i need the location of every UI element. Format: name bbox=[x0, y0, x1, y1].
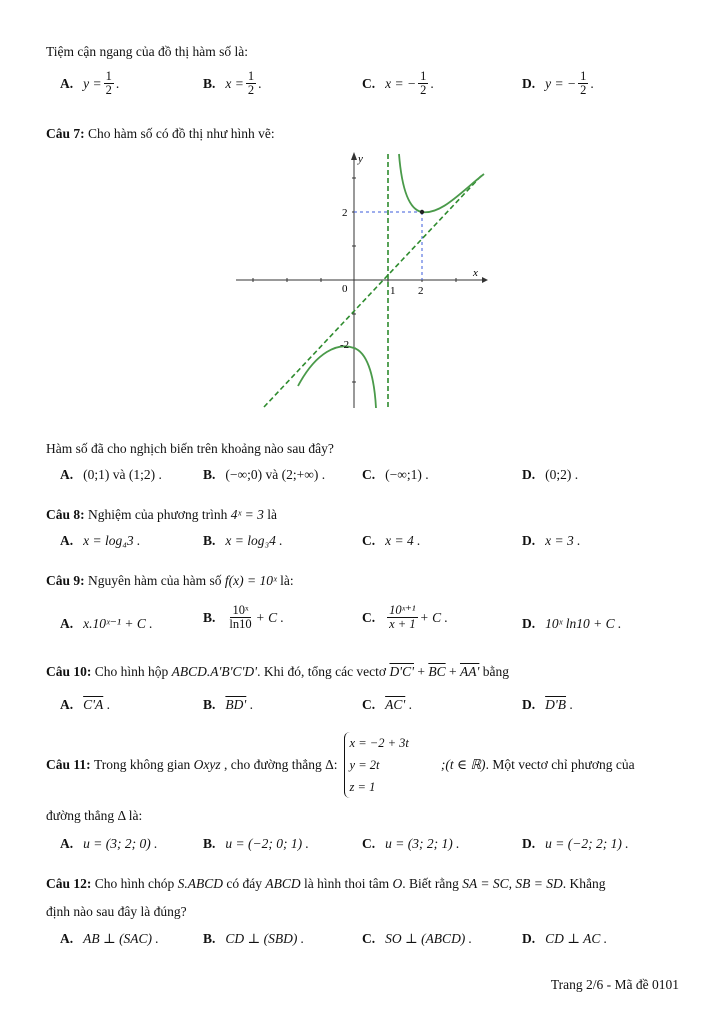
question-label: Câu 10: bbox=[46, 664, 92, 679]
parameter-domain: ;(t ∈ ℝ) bbox=[440, 757, 486, 772]
option-text: (0;2) . bbox=[545, 467, 579, 482]
denominator: 2 bbox=[247, 83, 255, 97]
option-tail: . bbox=[569, 697, 573, 712]
option-label: A. bbox=[60, 533, 74, 548]
question-label: Câu 8: bbox=[46, 507, 85, 522]
option-text: CD ⊥ AC . bbox=[545, 931, 608, 946]
option-text: (−∞;0) và (2;+∞) . bbox=[225, 467, 326, 482]
question-text: Trong không gian bbox=[94, 757, 191, 772]
equation: 4ˣ = 3 bbox=[230, 507, 264, 522]
question-text: , cho đường thẳng bbox=[224, 757, 322, 772]
line-name: Δ: bbox=[325, 757, 338, 772]
vector: AA' bbox=[459, 664, 480, 679]
option-var: x = − bbox=[385, 75, 417, 91]
option-text: u = (−2; 2; 1) . bbox=[545, 836, 629, 851]
fraction bbox=[578, 70, 588, 97]
question-label: Câu 12: bbox=[46, 876, 92, 891]
function-graph bbox=[236, 152, 488, 410]
option-var: y = − bbox=[545, 75, 577, 91]
option-text: CD ⊥ (SBD) . bbox=[225, 931, 305, 946]
q11-stem bbox=[46, 732, 635, 798]
q9-option-c[interactable] bbox=[362, 604, 448, 631]
option-label: C. bbox=[362, 533, 376, 548]
option-label: C. bbox=[362, 931, 376, 946]
fraction bbox=[104, 70, 114, 97]
option-label: B. bbox=[203, 75, 216, 91]
option-label: D. bbox=[522, 533, 536, 548]
q7-question: Hàm số đã cho nghịch biến trên khoảng nào sau đây? bbox=[46, 441, 334, 456]
option-text: x = log₄3 . bbox=[83, 533, 141, 548]
option-label: C. bbox=[362, 467, 376, 482]
q9-option-b[interactable] bbox=[203, 604, 284, 631]
vector: D'C' bbox=[389, 664, 414, 679]
q10-option-a[interactable] bbox=[60, 697, 110, 713]
tick-label-ym2: -2 bbox=[340, 339, 350, 351]
q8-option-b[interactable] bbox=[203, 533, 283, 549]
curve-left-branch bbox=[298, 346, 376, 408]
x-axis-arrow-icon bbox=[482, 277, 488, 283]
option-label: A. bbox=[60, 836, 74, 851]
question-text: Nghiệm của phương trình bbox=[88, 507, 228, 522]
q6-option-d[interactable] bbox=[522, 70, 594, 97]
option-text: AB ⊥ (SAC) . bbox=[83, 931, 159, 946]
option-text: x = log₃4 . bbox=[225, 533, 283, 548]
q9-option-a[interactable] bbox=[60, 616, 153, 632]
question-text: Cho hàm số có đồ thị như hình vẽ: bbox=[88, 126, 275, 141]
equation-x: x = −2 + 3t bbox=[349, 736, 409, 750]
option-text: u = (3; 2; 0) . bbox=[83, 836, 158, 851]
question-text: . Khi đó, tổng các vectơ bbox=[257, 664, 387, 679]
option-tail: . bbox=[249, 697, 254, 712]
option-label: D. bbox=[522, 931, 536, 946]
question-tail: là bbox=[267, 507, 277, 522]
tick-label-1: 1 bbox=[390, 285, 396, 297]
option-tail: . bbox=[115, 75, 120, 91]
denominator: 2 bbox=[580, 83, 587, 97]
option-label: C. bbox=[362, 836, 376, 851]
q8-option-a[interactable] bbox=[60, 533, 140, 549]
question-text: có đáy bbox=[226, 876, 262, 891]
option-tail: . bbox=[408, 697, 413, 712]
equation-z: z = 1 bbox=[349, 780, 376, 794]
option-tail: + C . bbox=[419, 609, 448, 625]
function-expression: f(x) = 10ˣ bbox=[224, 573, 277, 588]
option-var: y = bbox=[83, 75, 102, 91]
oblique-asymptote bbox=[264, 175, 482, 407]
fraction bbox=[418, 70, 428, 97]
x-axis-label: x bbox=[473, 267, 478, 279]
q12-stem bbox=[46, 876, 605, 892]
condition: SA = SC, SB = SD bbox=[462, 876, 563, 891]
fraction bbox=[227, 604, 253, 631]
q7-option-a[interactable] bbox=[60, 467, 162, 483]
option-label: B. bbox=[203, 931, 216, 946]
q10-stem: Câu 10: Cho hình hộp ABCD.A'B'C'D'. Khi đó, tổng các vectơ $D'C' + \overline{BC} + AA'$ bằng bbox=[46, 664, 509, 679]
numerator: 1 bbox=[105, 69, 112, 83]
numerator: 1 bbox=[420, 69, 427, 83]
option-text: u = (3; 2; 1) . bbox=[385, 836, 460, 851]
option-label: A. bbox=[60, 616, 74, 631]
box-name: ABCD.A'B'C'D' bbox=[171, 664, 258, 679]
vector: AC' bbox=[385, 697, 406, 712]
option-text: x = 4 . bbox=[385, 533, 421, 548]
denominator: 2 bbox=[105, 83, 112, 97]
option-text: (0;1) và (1;2) . bbox=[83, 467, 162, 482]
q11-option-b[interactable] bbox=[203, 836, 309, 852]
question-label: Câu 9: bbox=[46, 573, 85, 588]
numerator: 1 bbox=[247, 69, 255, 83]
tick-label-2: 2 bbox=[418, 285, 424, 297]
option-label: A. bbox=[60, 467, 74, 482]
q8-option-c[interactable] bbox=[362, 533, 420, 549]
option-label: B. bbox=[203, 533, 216, 548]
numerator: 10ˣ⁺¹ bbox=[389, 603, 416, 617]
option-text: u = (−2; 0; 1) . bbox=[225, 836, 309, 851]
q11-option-d[interactable] bbox=[522, 836, 629, 852]
q9-option-d[interactable] bbox=[522, 616, 621, 632]
q12-option-c[interactable] bbox=[362, 931, 472, 947]
question-text: bằng bbox=[482, 664, 509, 679]
q10-option-d[interactable] bbox=[522, 697, 573, 713]
q11-option-c[interactable] bbox=[362, 836, 459, 852]
option-text: x = 3 . bbox=[545, 533, 581, 548]
question-text: Cho hình hộp bbox=[94, 664, 169, 679]
question-text: là hình thoi tâm bbox=[304, 876, 390, 891]
q12-option-d[interactable] bbox=[522, 931, 607, 947]
fraction bbox=[246, 70, 256, 97]
option-tail: . bbox=[106, 697, 111, 712]
question-text: . Khẳng bbox=[562, 876, 606, 891]
option-label: D. bbox=[522, 467, 536, 482]
option-tail: . bbox=[590, 75, 594, 91]
q11-stem-cont: đường thẳng Δ là: bbox=[46, 808, 143, 823]
question-text: Nguyên hàm của hàm số bbox=[88, 573, 222, 588]
vector: $\overline{BC}$ bbox=[428, 664, 446, 679]
denominator: 2 bbox=[420, 83, 427, 97]
pyramid-name: S.ABCD bbox=[177, 876, 224, 891]
option-label: A. bbox=[60, 697, 74, 712]
option-label: C. bbox=[362, 75, 376, 91]
option-label: D. bbox=[522, 616, 536, 631]
point-2-2 bbox=[420, 210, 424, 214]
fraction bbox=[387, 604, 417, 631]
option-text: 10ˣ ln10 + C . bbox=[545, 616, 622, 631]
option-label: D. bbox=[522, 836, 536, 851]
question-label: Câu 11: bbox=[46, 757, 91, 772]
q12-option-b[interactable] bbox=[203, 931, 304, 947]
base-name: ABCD bbox=[265, 876, 301, 891]
q12-stem-cont: định nào sau đây là đúng? bbox=[46, 904, 187, 919]
origin-label: 0 bbox=[342, 283, 348, 295]
y-axis-arrow-icon bbox=[351, 152, 357, 160]
option-var: x = bbox=[225, 75, 244, 91]
vector: BD' bbox=[225, 697, 247, 712]
option-label: B. bbox=[203, 609, 216, 625]
q6-option-b[interactable] bbox=[203, 70, 262, 97]
q6-option-c[interactable] bbox=[362, 70, 434, 97]
denominator: x + 1 bbox=[389, 617, 416, 631]
denominator: ln10 bbox=[229, 617, 252, 631]
q10-option-c[interactable] bbox=[362, 697, 412, 713]
parametric-system bbox=[344, 732, 409, 798]
option-label: A. bbox=[60, 931, 74, 946]
q7-option-d[interactable] bbox=[522, 467, 578, 483]
vector: C'A bbox=[83, 697, 104, 712]
q7-stem bbox=[46, 126, 275, 142]
question-text: . Một vectơ chỉ phương của bbox=[485, 757, 635, 772]
center-name: O bbox=[392, 876, 403, 891]
option-label: B. bbox=[203, 836, 216, 851]
option-label: D. bbox=[522, 75, 536, 91]
option-label: B. bbox=[203, 467, 216, 482]
option-label: B. bbox=[203, 697, 216, 712]
q6-option-a[interactable] bbox=[60, 70, 119, 97]
curve-right-branch bbox=[399, 154, 484, 212]
q7-option-c[interactable] bbox=[362, 467, 429, 483]
equation-y: y = 2t bbox=[349, 758, 380, 772]
intro-text: Tiệm cận ngang của đồ thị hàm số là: bbox=[46, 44, 248, 59]
option-text: x.10ˣ⁻¹ + C . bbox=[83, 616, 153, 631]
tick-label-y2: 2 bbox=[342, 207, 348, 219]
option-tail: + C . bbox=[255, 609, 284, 625]
q8-option-d[interactable] bbox=[522, 533, 580, 549]
option-label: A. bbox=[60, 75, 74, 91]
question-text: Cho hình chóp bbox=[94, 876, 175, 891]
question-text: . Biết rằng bbox=[402, 876, 459, 891]
y-axis-label: y bbox=[358, 153, 363, 165]
q12-option-a[interactable] bbox=[60, 931, 159, 947]
page-footer: Trang 2/6 - Mã đề 0101 bbox=[550, 977, 679, 992]
q11-option-a[interactable] bbox=[60, 836, 157, 852]
space-name: Oxyz bbox=[193, 757, 221, 772]
option-label: C. bbox=[362, 697, 376, 712]
question-tail: là: bbox=[280, 573, 294, 588]
q9-stem bbox=[46, 573, 294, 589]
option-tail: . bbox=[430, 75, 434, 91]
option-tail: . bbox=[258, 75, 262, 91]
question-label: Câu 7: bbox=[46, 126, 85, 141]
option-label: D. bbox=[522, 697, 536, 712]
numerator: 1 bbox=[580, 69, 587, 83]
option-label: C. bbox=[362, 609, 376, 625]
q8-stem bbox=[46, 507, 277, 523]
q10-option-b[interactable] bbox=[203, 697, 253, 713]
option-text: (−∞;1) . bbox=[385, 467, 429, 482]
numerator: 10ˣ bbox=[232, 603, 249, 617]
option-text: SO ⊥ (ABCD) . bbox=[385, 931, 473, 946]
vector: D'B bbox=[545, 697, 567, 712]
q7-option-b[interactable] bbox=[203, 467, 325, 483]
